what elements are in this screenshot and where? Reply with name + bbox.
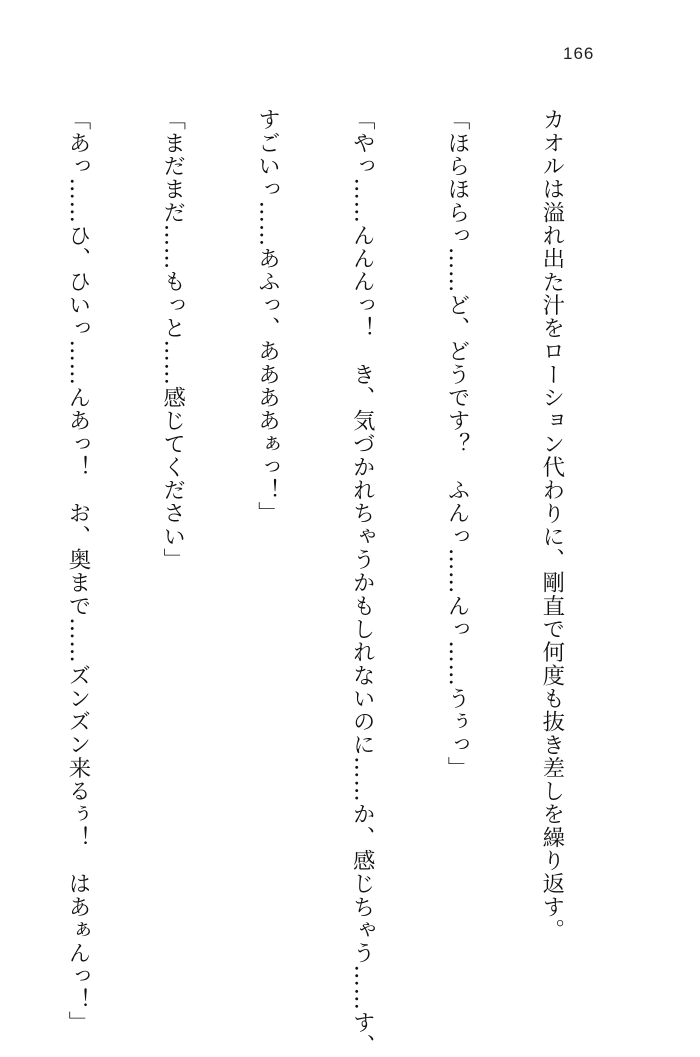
text-line-1: カオルは溢れ出た汁をローション代わりに、剛直で何度も抜き差しを繰り返す。 (538, 108, 565, 942)
text-line-6: 「あっ……ひ、ひいっ……んあっ！ お、奥まで……ズンズン来るぅ！ はあぁんっ！」 (64, 108, 91, 1034)
text-line-5: 「まだまだ……もっと……感じてください」 (159, 108, 186, 571)
novel-text-body (0, 108, 630, 1057)
text-line-4: すごいっ……あふっ、ああああぁっ！」 (254, 108, 281, 525)
text-line-2: 「ほらほらっ……ど、どうです？ ふんっ……んっ……うぅっ」 (444, 108, 471, 780)
page-number: 166 (563, 44, 595, 63)
text-line-3: 「やっ……んんんっ！ き、気づかれちゃうかもしれないのに……か、感じちゃう……す、 (349, 108, 376, 1057)
